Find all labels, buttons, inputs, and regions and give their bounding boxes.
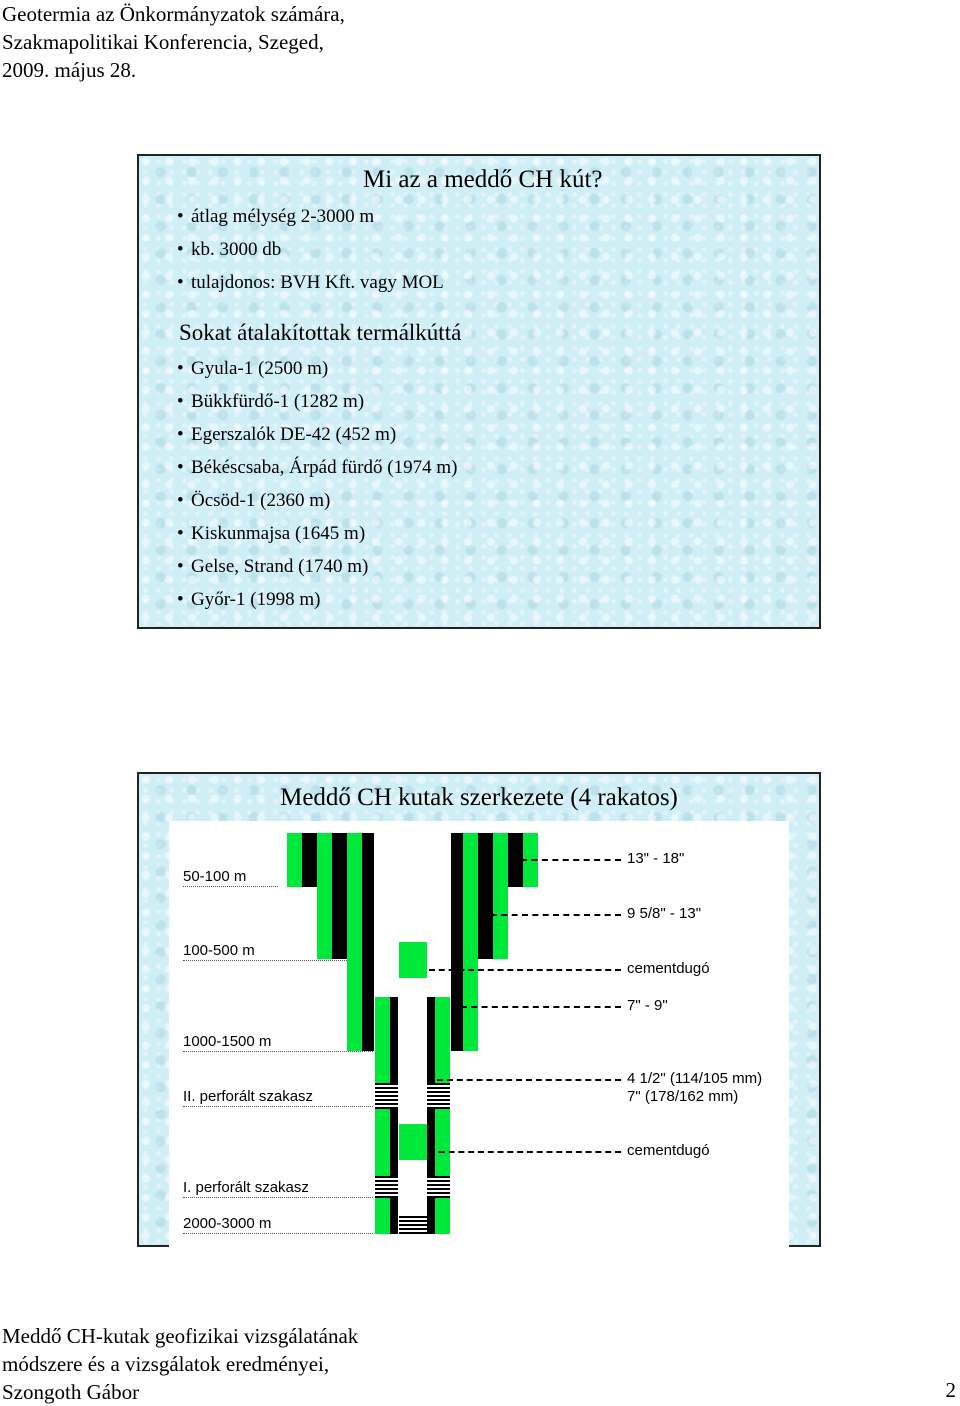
page-header [2,0,345,84]
casing-right-3 [451,833,463,1051]
well-item: • Bükkfürdő-1 (1282 m) [177,391,365,412]
annotation-leader [429,969,621,971]
depth-underline [183,886,278,887]
slide-2-title: Meddő CH kutak szerkezete (4 rakatos) [280,784,678,811]
annotation-9-5-8-13: 9 5/8" - 13" [627,905,702,922]
annotation-leader [521,859,621,861]
annotation-cementdugo-lower: cementdugó [627,1142,710,1159]
depth-label: 50-100 m [183,868,247,885]
perforation-I-right [427,1176,450,1198]
well-structure-diagram [169,821,789,1247]
well-item: • Győr-1 (1998 m) [177,589,321,610]
casing-right-4 [427,997,435,1234]
casing-left-3 [362,833,374,1051]
depth-label: 2000-3000 m [183,1215,272,1232]
footer-line-2: módszere és a vizsgálatok eredményei, [2,1352,330,1376]
casing-left-4 [390,997,398,1234]
cement-left-3 [347,833,362,1051]
depth-label: I. perforált szakasz [183,1179,309,1196]
annotation-cementdugo-upper: cementdugó [627,960,710,977]
depth-underline [183,1197,373,1198]
page-footer [2,1322,358,1406]
depth-underline [183,1106,373,1107]
well-item: • Gyula-1 (2500 m) [177,358,329,379]
well-item: • Egerszalók DE-42 (452 m) [177,424,397,445]
cement-right-3 [463,833,478,1051]
slide-1-subheading: Sokat átalakítottak termálkúttá [179,320,462,345]
depth-label: 100-500 m [183,942,255,959]
annotation-leader [437,1079,621,1081]
annotation-13-18: 13" - 18" [627,850,685,867]
perforation-II-left [375,1083,398,1109]
well-item: • Békéscsaba, Árpád fürdő (1974 m) [177,457,458,478]
cement-right-4 [435,997,450,1234]
slide-1 [137,154,821,629]
header-line-3: 2009. május 28. [2,58,137,82]
depth-underline [183,1051,373,1052]
casing-left-2 [332,833,347,959]
annotation-leader [429,1151,621,1153]
depth-label: II. perforált szakasz [183,1088,314,1105]
annotation-leader [461,1006,621,1008]
cement-left-2 [317,833,332,959]
depth-label: 1000-1500 m [183,1033,272,1050]
casing-right-2 [478,833,493,959]
annotation-leader [491,914,621,916]
well-bottom-fill [399,1214,427,1234]
depth-underline [183,1233,373,1234]
perforation-II-right [427,1083,450,1109]
cement-plug-upper [399,942,427,978]
cement-plug-lower [399,1124,427,1160]
well-item: • Kiskunmajsa (1645 m) [177,523,366,544]
page-number: 2 [945,1378,956,1402]
well-item: • Gelse, Strand (1740 m) [177,556,369,577]
header-line-2: Szakmapolitikai Konferencia, Szeged, [2,30,324,54]
annotation-production-casing: 4 1/2" (114/105 mm) 7" (178/162 mm) [627,1070,763,1105]
slide-1-title: Mi az a meddő CH kút? [363,166,603,193]
header-line-1: Geotermia az Önkormányzatok számára, [2,2,345,26]
bullet-item: • átlag mélység 2-3000 m [177,206,375,227]
annotation-7-9: 7" - 9" [627,997,668,1014]
bullet-item: • kb. 3000 db [177,239,282,260]
well-item: • Öcsöd-1 (2360 m) [177,490,331,511]
cement-left-1 [287,833,302,887]
perforation-I-left [375,1176,398,1198]
footer-line-1: Meddő CH-kutak geofizikai vizsgálatának [2,1324,359,1348]
depth-underline [183,960,353,961]
slide-2 [137,772,821,1247]
casing-left-1 [302,833,317,887]
cement-left-4 [375,997,390,1234]
cement-right-2 [493,833,508,959]
bullet-item: • tulajdonos: BVH Kft. vagy MOL [177,272,444,293]
footer-line-3: Szongoth Gábor [2,1380,140,1404]
